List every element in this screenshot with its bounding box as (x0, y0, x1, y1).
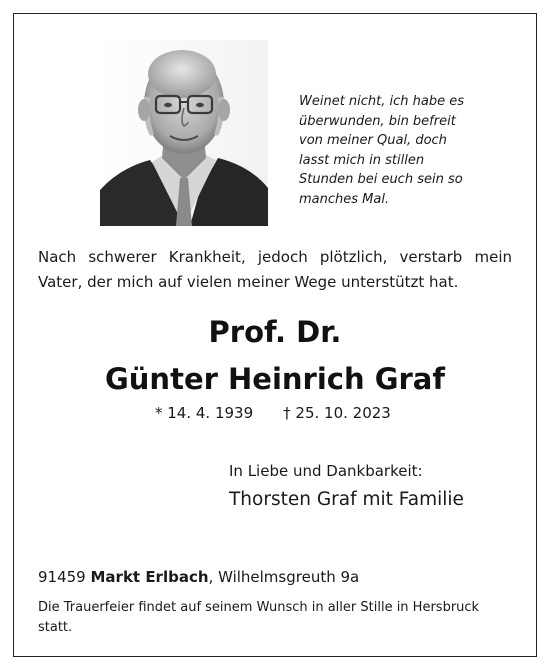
deceased-name: Günter Heinrich Graf (104, 362, 445, 396)
mourner-address (38, 566, 359, 588)
intro-word: jedoch (257, 248, 308, 266)
address-street: , Wilhelmsgreuth 9a (208, 568, 360, 586)
portrait-photo (100, 40, 268, 226)
quote-line: von meiner Qual, doch (299, 133, 447, 148)
quote-line: Weinet nicht, ich habe es (299, 94, 465, 109)
address-postcode: 91459 (38, 568, 86, 586)
intro-word: Nach (38, 248, 77, 266)
funeral-note: Die Trauerfeier findet auf seinem Wunsch in aller Stille in Hersbruck statt. (38, 600, 480, 635)
memorial-quote (299, 92, 499, 209)
intro-word: verstarb (399, 248, 463, 266)
birth-date: * 14. 4. 1939 (155, 404, 254, 422)
quote-line: manches Mal. (299, 191, 390, 207)
academic-title: Prof. Dr. (208, 315, 342, 349)
quote-line: überwunden, bin befreit (299, 113, 456, 129)
intro-line-1 (38, 245, 512, 270)
intro-word: mein (474, 248, 512, 266)
intro-word: plötzlich, (319, 248, 388, 266)
mourners-intro: In Liebe und Dankbarkeit: (229, 462, 423, 480)
address-town: Markt Erlbach (90, 568, 209, 586)
life-dates (155, 402, 391, 424)
intro-line-2: Vater, der mich auf vielen meiner Wege unterstützt hat. (38, 273, 459, 291)
intro-word: Krankheit, (168, 248, 246, 266)
mourners-names: Thorsten Graf mit Familie (229, 489, 464, 510)
quote-line: Stunden bei euch sein so (299, 172, 463, 187)
quote-line: lasst mich in stillen (299, 152, 425, 168)
intro-word: schwerer (88, 248, 157, 266)
death-date: † 25. 10. 2023 (283, 404, 391, 422)
intro-text (38, 245, 512, 295)
